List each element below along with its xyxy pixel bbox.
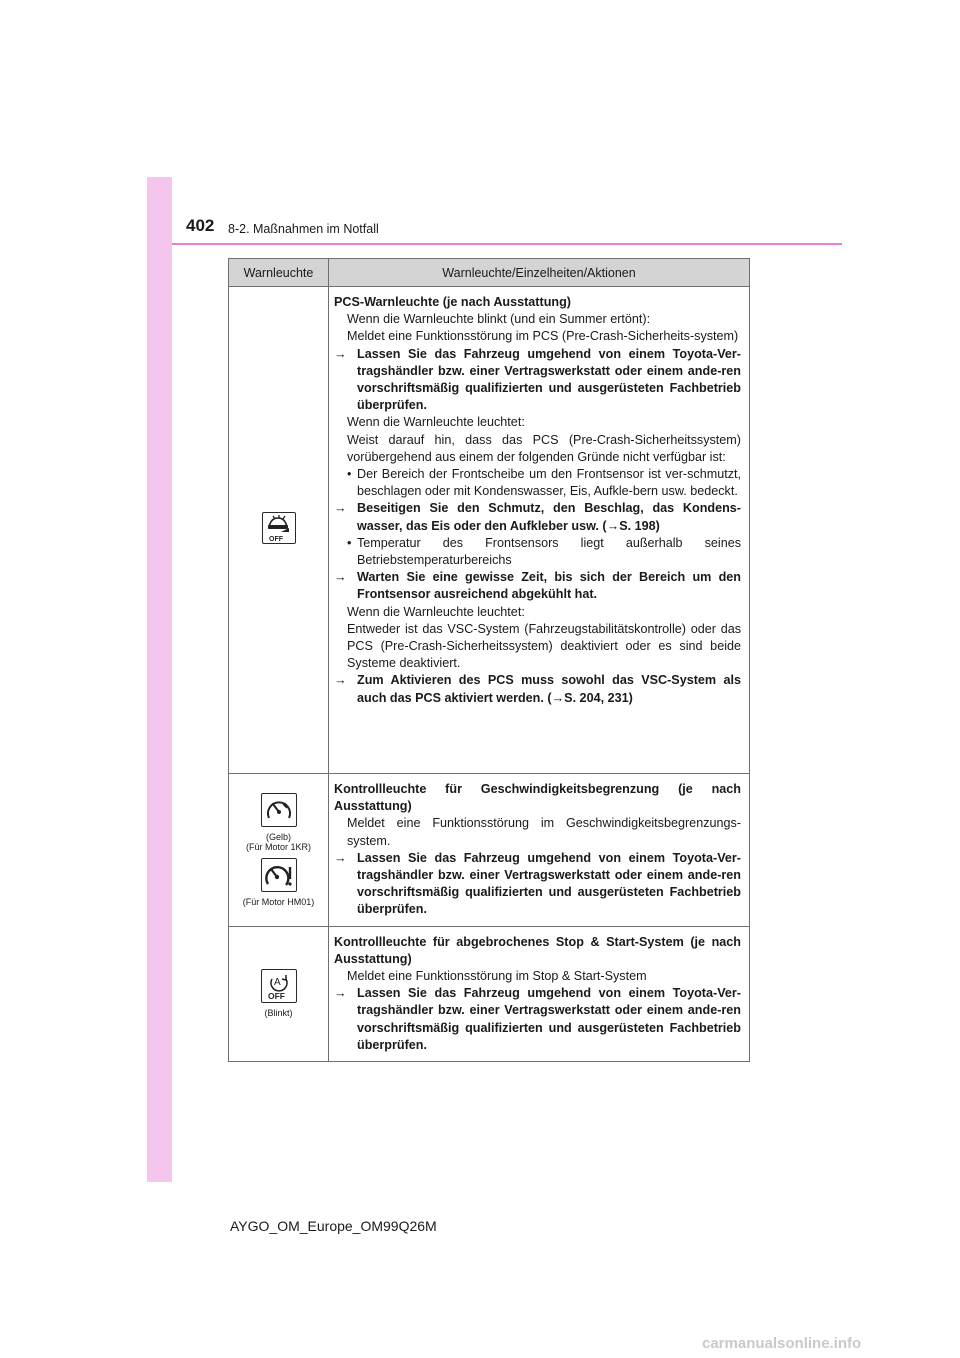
- arrow-icon: →: [334, 570, 347, 585]
- arrow-icon: →: [334, 986, 347, 1001]
- icon-caption: (Für Motor 1KR): [245, 841, 311, 852]
- details-cell: [329, 926, 750, 1061]
- text-line: Entweder ist das VSC-System (Fahrzeugstabilitätskontrolle) oder das PCS (Pre-Crash-Sicherheitssystem) deaktiviert oder es sind beide Systeme deaktiviert.: [347, 621, 741, 671]
- arrow-icon: →: [334, 673, 347, 688]
- action-text: Zum Aktivieren des PCS muss sowohl das VSC-System als auch das PCS aktiviert werden. (→S. 204, 231): [357, 673, 741, 705]
- warning-lights-table: [228, 258, 750, 1062]
- text-line: Meldet eine Funktionsstörung im Geschwindigkeitsbegrenzungs-system.: [347, 816, 741, 848]
- stop-start-off-icon: [261, 969, 297, 1003]
- table-header-row: [229, 259, 750, 287]
- action-text: Lassen Sie das Fahrzeug umgehend von einem Toyota-Ver-tragshändler bzw. einer Vertragswerkstatt oder einem ande-ren vorschriftsmäßig qualifizierten und ausgerüsteten Fachbetrieb überprüfen.: [357, 986, 741, 1052]
- speed-limiter-warning-icon: [261, 858, 297, 892]
- stop-start-off-icon-letter: A: [273, 977, 281, 989]
- text-line: Wenn die Warnleuchte leuchtet:: [347, 415, 525, 430]
- table-row: [229, 926, 750, 1061]
- header-rule: [172, 243, 842, 245]
- stop-start-off-icon-graphic: [262, 970, 296, 1002]
- arrow-icon: →: [334, 850, 347, 865]
- icon-cell: [229, 926, 329, 1061]
- row-title: Kontrollleuchte für Geschwindigkeitsbegrenzung (je nach Ausstattung): [334, 782, 741, 814]
- icon-caption: (Für Motor HM01): [242, 896, 315, 907]
- bullet-icon: •: [347, 535, 352, 550]
- icon-caption: (Gelb): [265, 831, 291, 842]
- page-number: 402: [186, 216, 215, 235]
- table-row: [229, 774, 750, 927]
- row-title: Kontrollleuchte für abgebrochenes Stop & Start-System (je nach Ausstattung): [334, 934, 741, 966]
- column-header-details: Warnleuchte/Einzelheiten/Aktionen: [329, 259, 750, 287]
- action-item: [334, 672, 741, 706]
- action-item: [334, 569, 741, 603]
- bullet-text: Temperatur des Frontsensors liegt außerhalb seines Betriebstemperaturbereichs: [357, 535, 741, 568]
- arrow-icon: →: [334, 501, 347, 516]
- section-title: 8-2. Maßnahmen im Notfall: [228, 222, 379, 236]
- action-text: Lassen Sie das Fahrzeug umgehend von einem Toyota-Ver-tragshändler bzw. einer Vertragswerkstatt oder einem ande-ren vorschriftsmäßig qualifizierten und ausgerüsteten Fachbetrieb überprüfen.: [357, 850, 741, 917]
- action-text: Lassen Sie das Fahrzeug umgehend von einem Toyota-Ver-tragshändler bzw. einer Vertragswerkstatt oder einem ande-ren vorschriftsmäßig qualifizierten und ausgerüsteten Fachbetrieb überprüfen.: [357, 346, 741, 413]
- text-line: Meldet eine Funktionsstörung im PCS (Pre-Crash-Sicherheits-system): [347, 329, 739, 344]
- action-text: Warten Sie eine gewisse Zeit, bis sich der Bereich um den Frontsensor ausreichend abgekühlt hat.: [357, 570, 741, 602]
- bullet-text: Der Bereich der Frontscheibe um den Frontsensor ist ver-schmutzt, beschlagen oder mit Kondenswasser, Eis, Aufkle-bern usw. bedeckt.: [357, 467, 741, 499]
- stop-start-off-icon-text: OFF: [267, 991, 285, 1002]
- bullet-item: [334, 535, 741, 569]
- details-cell: [329, 287, 750, 774]
- action-item: [334, 500, 741, 534]
- arrow-icon: →: [334, 346, 347, 361]
- speed-limiter-icon-graphic: [262, 794, 296, 826]
- action-item: [334, 850, 741, 919]
- table-row: [229, 287, 750, 774]
- icon-caption: (Blinkt): [264, 1008, 293, 1019]
- speed-limiter-icon: [261, 793, 297, 827]
- icon-cell: [229, 287, 329, 774]
- speed-limiter-warning-icon-graphic: [262, 859, 296, 891]
- text-line: Weist darauf hin, dass das PCS (Pre-Crash-Sicherheitssystem) vorübergehend aus einem der folgenden Gründe nicht verfügbar ist:: [347, 432, 741, 464]
- watermark: carmanualsonline.info: [702, 1335, 862, 1352]
- chapter-sidebar-tab: [147, 177, 172, 1182]
- document-footer-id: AYGO_OM_Europe_OM99Q26M: [230, 1218, 437, 1234]
- details-cell: [329, 774, 750, 927]
- pcs-off-icon-text: OFF: [268, 535, 283, 543]
- bullet-item: [334, 466, 741, 500]
- pcs-off-icon: [262, 512, 296, 544]
- icon-cell: [229, 774, 329, 927]
- action-item: [334, 985, 741, 1054]
- action-text: Beseitigen Sie den Schmutz, den Beschlag, das Kondens-wasser, das Eis oder den Aufkleber usw. (→S. 198): [357, 501, 741, 533]
- bullet-icon: •: [347, 467, 352, 482]
- row-title: PCS-Warnleuchte (je nach Ausstattung): [334, 295, 571, 309]
- text-line: Meldet eine Funktionsstörung im Stop & Start-System: [347, 969, 647, 984]
- text-line: Wenn die Warnleuchte blinkt (und ein Summer ertönt):: [347, 312, 651, 327]
- column-header-warnleuchte: Warnleuchte: [229, 259, 329, 287]
- action-item: [334, 346, 741, 415]
- text-line: Wenn die Warnleuchte leuchtet:: [347, 604, 525, 619]
- pcs-off-icon-graphic: [263, 513, 295, 543]
